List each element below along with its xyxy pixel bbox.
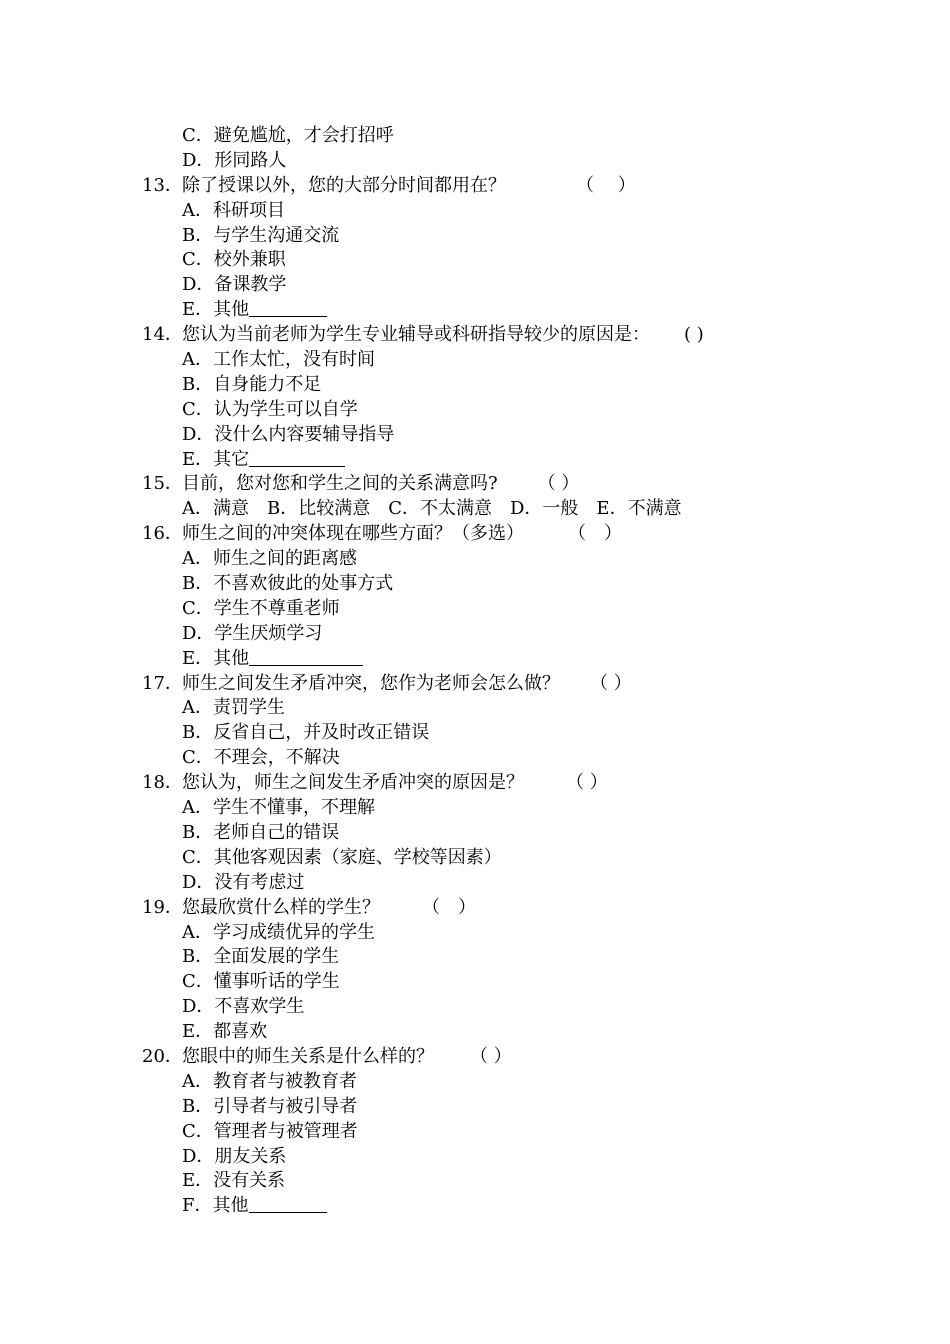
- question-line: [142, 771, 822, 796]
- option-text: C．认为学生可以自学: [182, 398, 358, 420]
- option-line: [142, 945, 822, 970]
- question-number: 13．: [142, 174, 183, 196]
- option-line: [142, 846, 822, 871]
- option-text: B．不喜欢彼此的处事方式: [182, 573, 394, 595]
- question-line: [142, 174, 822, 199]
- answer-parentheses[interactable]: （ ）: [568, 523, 622, 545]
- question-number: 17．: [142, 672, 183, 694]
- question-number: 16．: [142, 523, 183, 545]
- question-line: [142, 522, 822, 547]
- question-number: 19．: [142, 896, 183, 918]
- fill-in-blank[interactable]: [249, 647, 363, 666]
- answer-parentheses[interactable]: ( ): [684, 324, 704, 346]
- option-line: [142, 572, 822, 597]
- question-text: 您眼中的师生关系是什么样的？: [182, 1045, 434, 1067]
- option-text: A．工作太忙，没有时间: [182, 349, 375, 371]
- answer-parentheses[interactable]: （ ）: [590, 672, 632, 694]
- option-line: [142, 597, 822, 622]
- option-text: B．引导者与被引导者: [182, 1095, 358, 1117]
- option-line: [142, 273, 822, 298]
- option-text: D．学生厌烦学习: [182, 622, 323, 644]
- option-line: [142, 821, 822, 846]
- answer-parentheses[interactable]: （ ）: [537, 473, 580, 495]
- option-text: B．全面发展的学生: [182, 946, 340, 968]
- question-text: 师生之间发生矛盾冲突，您作为老师会怎么做？: [182, 672, 560, 694]
- question-text: 您认为当前老师为学生专业辅导或科研指导较少的原因是：: [182, 324, 650, 346]
- option-line: [142, 721, 822, 746]
- option-text: D．没什么内容要辅导指导: [182, 423, 395, 445]
- question-line: [142, 1045, 822, 1070]
- option-text: A．责罚学生: [182, 697, 285, 719]
- option-text: C．不理会，不解决: [182, 747, 340, 769]
- option-text: F．其他: [182, 1195, 249, 1217]
- option-text: E．其它: [182, 448, 250, 470]
- option-text: D．形同路人: [182, 149, 287, 171]
- option-text: B．反省自己，并及时改正错误: [182, 722, 430, 744]
- option-line: [142, 298, 822, 323]
- option-text: A．学习成绩优异的学生: [182, 921, 375, 943]
- option-text: C．其他客观因素（家庭、学校等因素）: [182, 846, 502, 868]
- question-number: 14．: [142, 324, 183, 346]
- option-text: C．校外兼职: [182, 249, 286, 271]
- option-text: D．不喜欢学生: [182, 996, 305, 1018]
- option-line: [142, 373, 822, 398]
- option-text: C．避免尴尬，才会打招呼: [182, 125, 394, 146]
- question-number: 15．: [142, 473, 183, 495]
- option-text: E．其他: [182, 647, 250, 669]
- question-text: 除了授课以外，您的大部分时间都用在？: [182, 174, 506, 196]
- option-text: E．其他: [182, 299, 250, 321]
- option-text: B．与学生沟通交流: [182, 224, 340, 246]
- question-text: 师生之间的冲突体现在哪些方面？（多选）: [182, 523, 524, 545]
- option-text: A．学生不懂事，不理解: [182, 797, 375, 819]
- option-text: A．教育者与被教育者: [182, 1070, 357, 1092]
- option-line: [142, 248, 822, 273]
- option-line: [142, 796, 822, 821]
- option-line: [142, 921, 822, 946]
- option-line: [142, 1020, 822, 1045]
- option-line: [142, 448, 822, 473]
- option-line: [142, 647, 822, 672]
- option-line: [142, 696, 822, 721]
- option-line: [142, 1194, 822, 1219]
- option-text: C．学生不尊重老师: [182, 597, 340, 619]
- fill-in-blank[interactable]: [249, 298, 327, 317]
- option-line: [142, 1145, 822, 1170]
- option-text: A．科研项目: [182, 199, 285, 221]
- option-line: [142, 622, 822, 647]
- question-number: 20．: [142, 1045, 183, 1067]
- option-text: C．管理者与被管理者: [182, 1120, 358, 1142]
- answer-parentheses[interactable]: （ ）: [470, 1045, 512, 1067]
- option-text: B．老师自己的错误: [182, 821, 340, 843]
- option-text: D．备课教学: [182, 274, 287, 296]
- option-line: [142, 970, 822, 995]
- question-number: 18．: [142, 772, 183, 794]
- option-line: [142, 1095, 822, 1120]
- questionnaire-body: [142, 124, 822, 1219]
- question-line: [142, 896, 822, 921]
- question-line: [142, 323, 822, 348]
- option-line: [142, 398, 822, 423]
- option-text: A．师生之间的距离感: [182, 548, 357, 570]
- option-text: C．懂事听话的学生: [182, 971, 340, 993]
- option-line: [142, 1169, 822, 1194]
- option-line: [142, 199, 822, 224]
- option-line: [142, 124, 822, 149]
- question-text: 目前，您对您和学生之间的关系满意吗?: [182, 473, 498, 495]
- fill-in-blank[interactable]: [249, 448, 345, 467]
- option-line: [142, 497, 822, 522]
- question-text: 您认为，师生之间发生矛盾冲突的原因是？: [182, 772, 524, 794]
- option-text: E．都喜欢: [182, 1021, 268, 1043]
- question-line: [142, 472, 822, 497]
- option-line: [142, 224, 822, 249]
- option-line: [142, 423, 822, 448]
- option-line: [142, 149, 822, 174]
- question-line: [142, 672, 822, 697]
- answer-parentheses[interactable]: （ ）: [422, 896, 476, 918]
- option-text: D．没有考虑过: [182, 871, 305, 893]
- option-line: [142, 871, 822, 896]
- option-line: [142, 1120, 822, 1145]
- option-line: [142, 995, 822, 1020]
- option-text: B．自身能力不足: [182, 373, 322, 395]
- option-text: E．没有关系: [182, 1170, 286, 1192]
- option-line: [142, 348, 822, 373]
- fill-in-blank[interactable]: [249, 1194, 327, 1213]
- option-line: [142, 1070, 822, 1095]
- answer-parentheses[interactable]: （ ）: [576, 174, 636, 196]
- option-text: A．满意 B．比较满意 C．不太满意 D．一般 E．不满意: [182, 498, 682, 520]
- option-line: [142, 547, 822, 572]
- option-line: [142, 746, 822, 771]
- answer-parentheses[interactable]: （ ）: [566, 772, 608, 794]
- question-text: 您最欣赏什么样的学生？: [182, 896, 380, 918]
- option-text: D．朋友关系: [182, 1145, 287, 1167]
